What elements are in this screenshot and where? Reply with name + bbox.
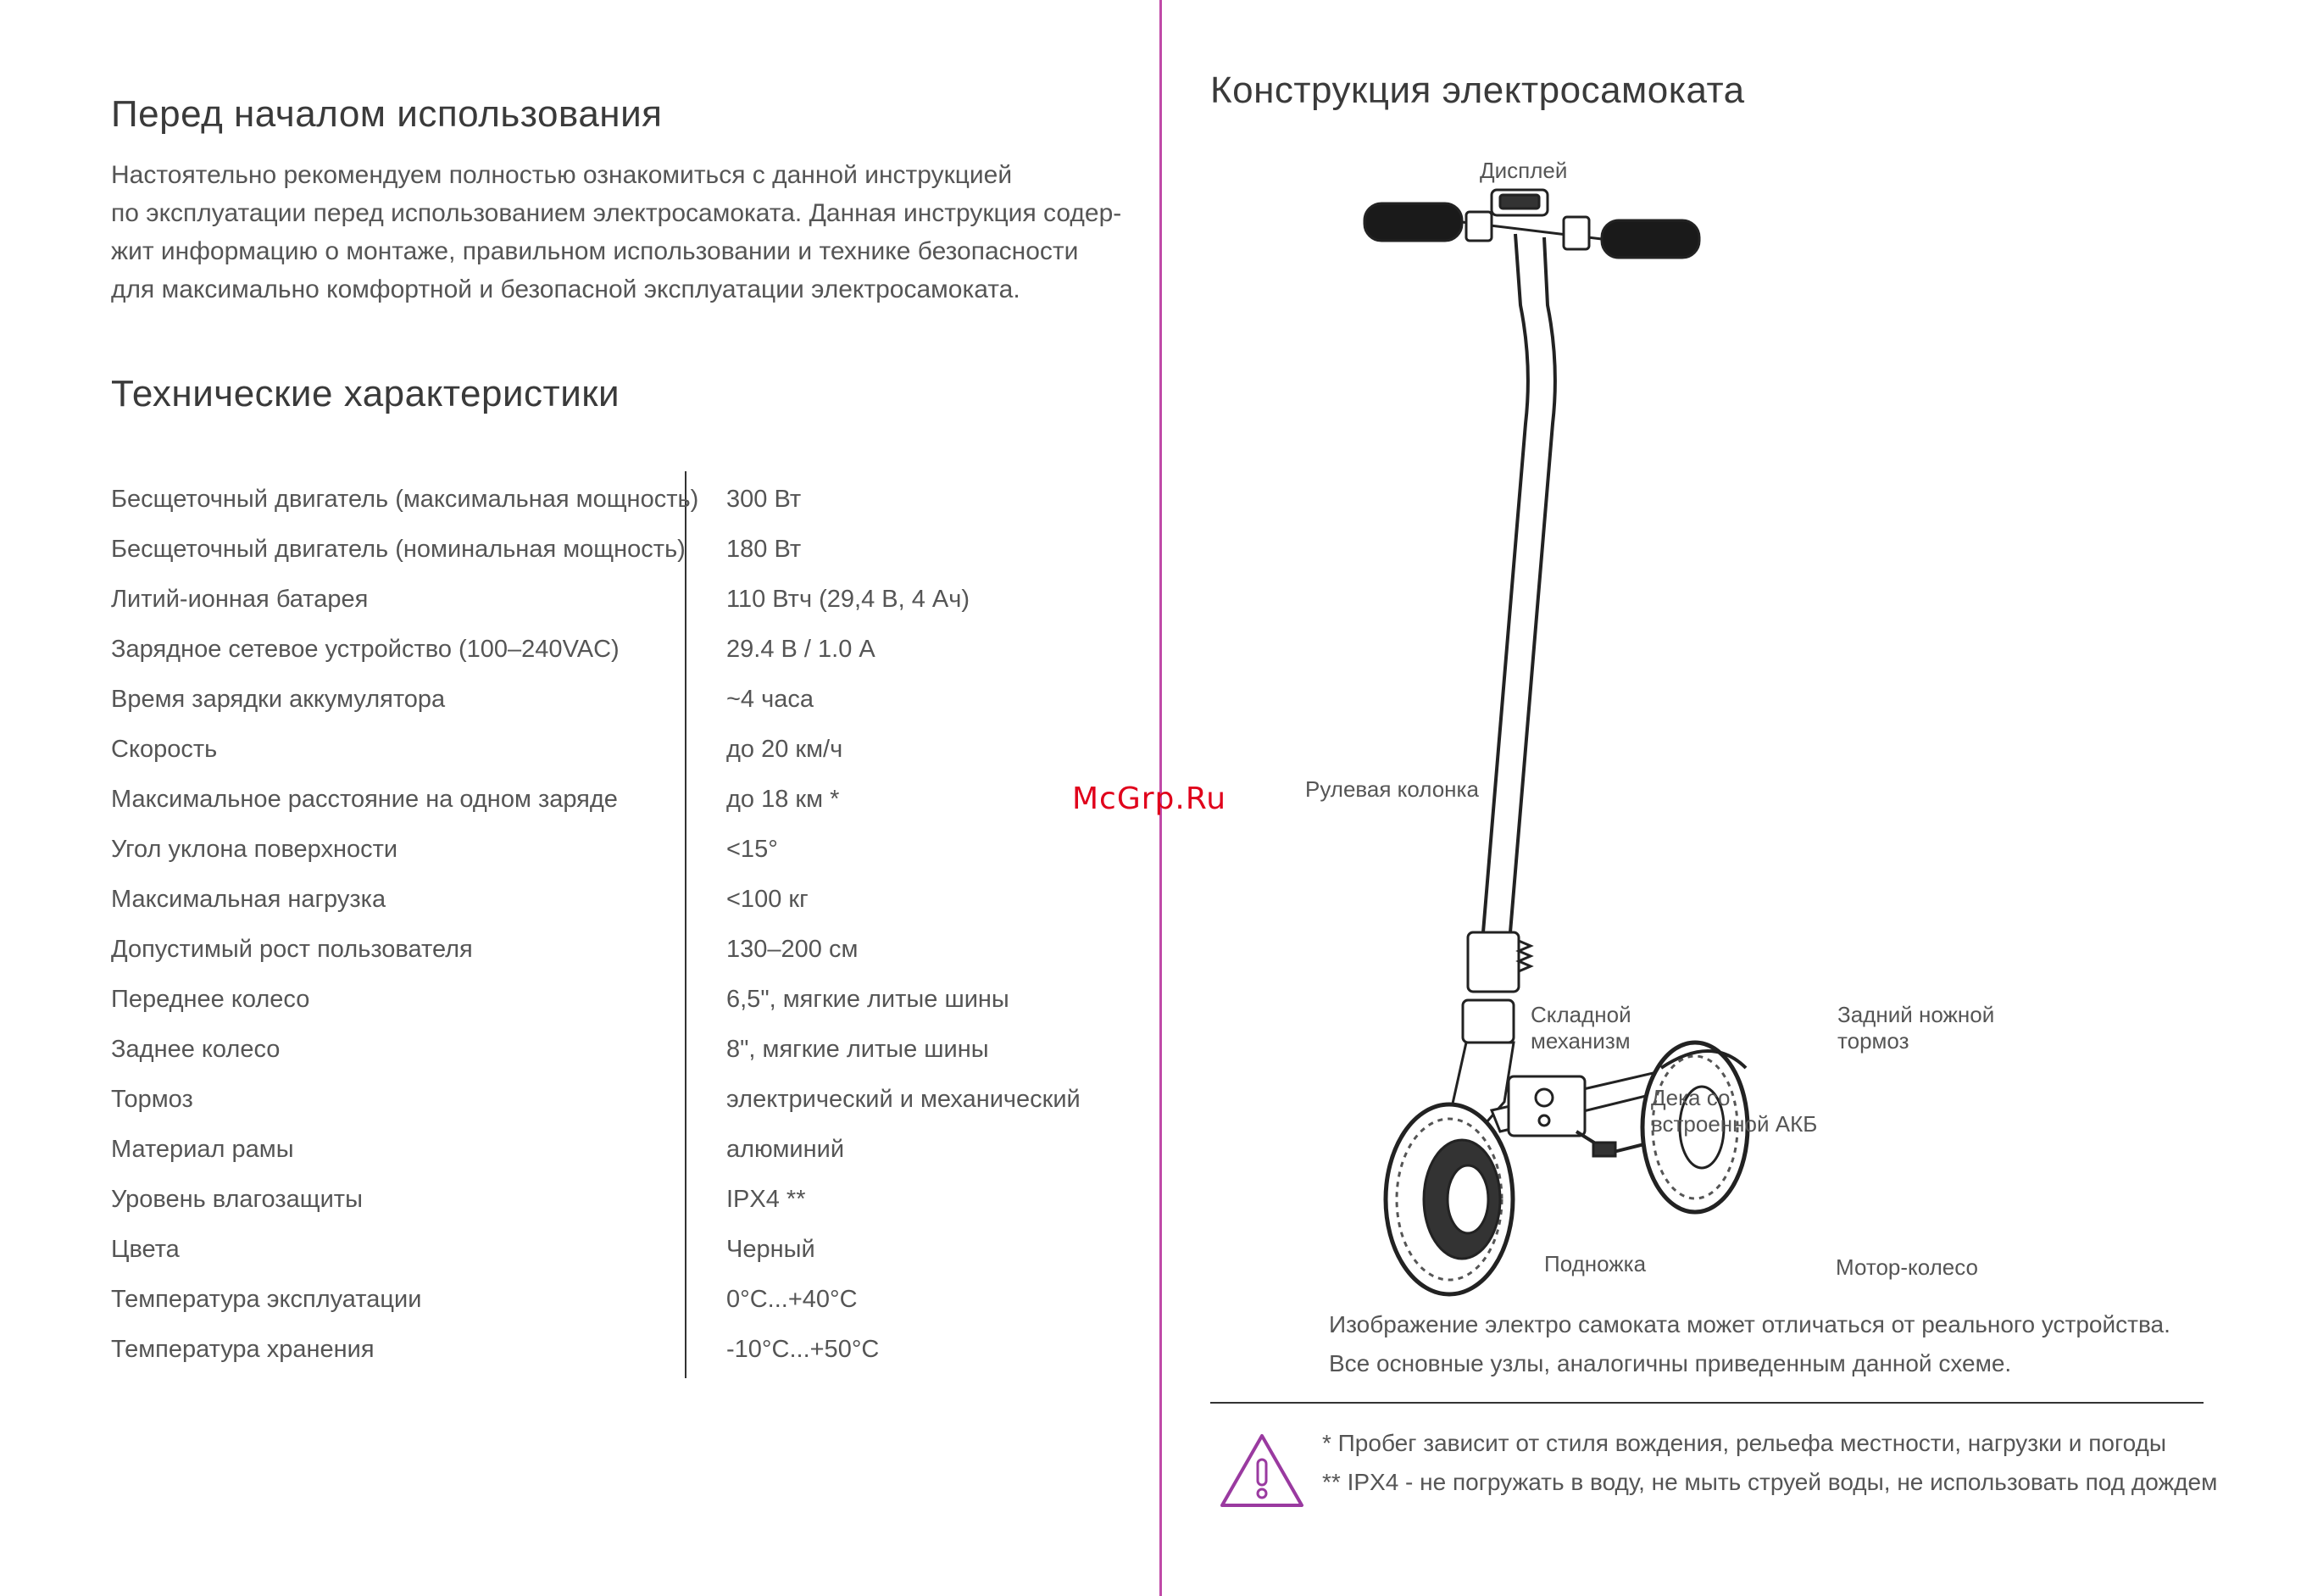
spec-row (111, 1175, 1094, 1225)
label-display: Дисплей (1480, 158, 1568, 183)
intro-line: Настоятельно рекомендуем полностью ознакомиться с данной инструкцией (111, 161, 1013, 189)
spec-value: Черный (726, 1236, 815, 1263)
label-kickstand: Подножка (1544, 1251, 1647, 1276)
spec-label: Зарядное сетевое устройство (100–240VAC) (111, 636, 620, 663)
spec-row (111, 825, 1094, 875)
label-folding-mechanism (1531, 1002, 1631, 1054)
spec-value: IPX4 ** (726, 1186, 806, 1213)
label-steering-column: Рулевая колонка (1305, 776, 1479, 802)
spec-label: Максимальная нагрузка (111, 886, 386, 913)
label-line: Задний ножной (1837, 1002, 1995, 1027)
spec-row (111, 1275, 1094, 1325)
spec-label: Переднее колесо (111, 986, 310, 1013)
spec-row (111, 475, 1094, 525)
spec-label: Бесщеточный двигатель (номинальная мощность) (111, 536, 686, 563)
label-line: Складной (1531, 1002, 1631, 1027)
intro-line: по эксплуатации перед использованием электросамоката. Данная инструкция содер- (111, 199, 1122, 227)
spec-value: 180 Вт (726, 536, 802, 563)
illustration-caption (1329, 1305, 2170, 1383)
label-rear-brake (1837, 1002, 1994, 1054)
spec-value: 300 Вт (726, 486, 802, 513)
spec-value: 130–200 см (726, 936, 859, 963)
spec-label: Цвета (111, 1236, 180, 1263)
section-title-before-use: Перед началом использования (111, 93, 663, 135)
section-title-specs: Технические характеристики (111, 373, 620, 414)
spec-row (111, 775, 1094, 825)
spec-label: Скорость (111, 736, 218, 763)
spec-value: 8", мягкие литые шины (726, 1036, 989, 1063)
spec-value: до 18 км * (726, 786, 840, 813)
spec-row (111, 875, 1094, 925)
spec-label: Тормоз (111, 1086, 193, 1113)
spec-value: ~4 часа (726, 686, 814, 713)
spec-value: до 20 км/ч (726, 736, 843, 763)
spec-value: электрический и механический (726, 1086, 1081, 1113)
spec-row (111, 975, 1094, 1025)
spec-value: 0°C...+40°C (726, 1286, 858, 1313)
spec-value: -10°C...+50°C (726, 1336, 880, 1363)
spec-value: алюминий (726, 1136, 845, 1163)
spec-table (111, 475, 1094, 1375)
left-grip (1364, 203, 1462, 241)
spec-row (111, 725, 1094, 775)
label-deck (1651, 1085, 1817, 1137)
spec-label: Угол уклона поверхности (111, 836, 398, 863)
spec-label: Литий-ионная батарея (111, 586, 369, 613)
spec-value: 110 Втч (29,4 В, 4 Ач) (726, 586, 970, 613)
spec-row (111, 625, 1094, 675)
label-line: механизм (1531, 1028, 1631, 1054)
footnote-divider (1210, 1402, 2204, 1404)
spec-label: Допустимый рост пользователя (111, 936, 473, 963)
label-motor-wheel: Мотор-колесо (1836, 1254, 1978, 1280)
intro-line: для максимально комфортной и безопасной эксплуатации электросамоката. (111, 275, 1020, 303)
spec-label: Время зарядки аккумулятора (111, 686, 446, 713)
spec-label: Бесщеточный двигатель (максимальная мощность) (111, 486, 699, 513)
watermark: McGrp.Ru (1072, 781, 1227, 816)
section-title-construction: Конструкция электросамоката (1210, 70, 1745, 111)
spec-row (111, 575, 1094, 625)
label-line: Дека со (1651, 1085, 1731, 1110)
spec-label: Температура эксплуатации (111, 1286, 422, 1313)
spec-row (111, 925, 1094, 975)
caption-line: Изображение электро самоката может отличаться от реального устройства. (1329, 1311, 2170, 1337)
spec-value: <100 кг (726, 886, 809, 913)
spec-row (111, 1225, 1094, 1275)
spec-row (111, 1025, 1094, 1075)
spec-label: Температура хранения (111, 1336, 375, 1363)
caption-line: Все основные узлы, аналогичны приведенным данной схеме. (1329, 1350, 2012, 1376)
intro-paragraph (111, 156, 1128, 309)
spec-label: Уровень влагозащиты (111, 1186, 363, 1213)
label-line: тормоз (1837, 1028, 1909, 1054)
right-grip (1602, 220, 1699, 258)
spec-row (111, 675, 1094, 725)
footnote: * Пробег зависит от стиля вождения, рельефа местности, нагрузки и погоды (1322, 1430, 2166, 1456)
label-line: встроенной АКБ (1651, 1111, 1818, 1137)
warning-triangle-icon (1217, 1431, 1307, 1510)
footnote: ** IPX4 - не погружать в воду, не мыть струей воды, не использовать под дождем (1322, 1469, 2218, 1495)
spec-label: Максимальное расстояние на одном заряде (111, 786, 618, 813)
intro-line: жит информацию о монтаже, правильном использовании и технике безопасности (111, 237, 1079, 265)
footnotes (1322, 1424, 2217, 1502)
spec-row (111, 1075, 1094, 1125)
spec-row (111, 525, 1094, 575)
spec-value: 29.4 В / 1.0 А (726, 636, 875, 663)
spec-label: Заднее колесо (111, 1036, 281, 1063)
spec-value: 6,5", мягкие литые шины (726, 986, 1009, 1013)
spec-row (111, 1325, 1094, 1375)
spec-value: <15° (726, 836, 778, 863)
spec-label: Материал рамы (111, 1136, 294, 1163)
spec-row (111, 1125, 1094, 1175)
